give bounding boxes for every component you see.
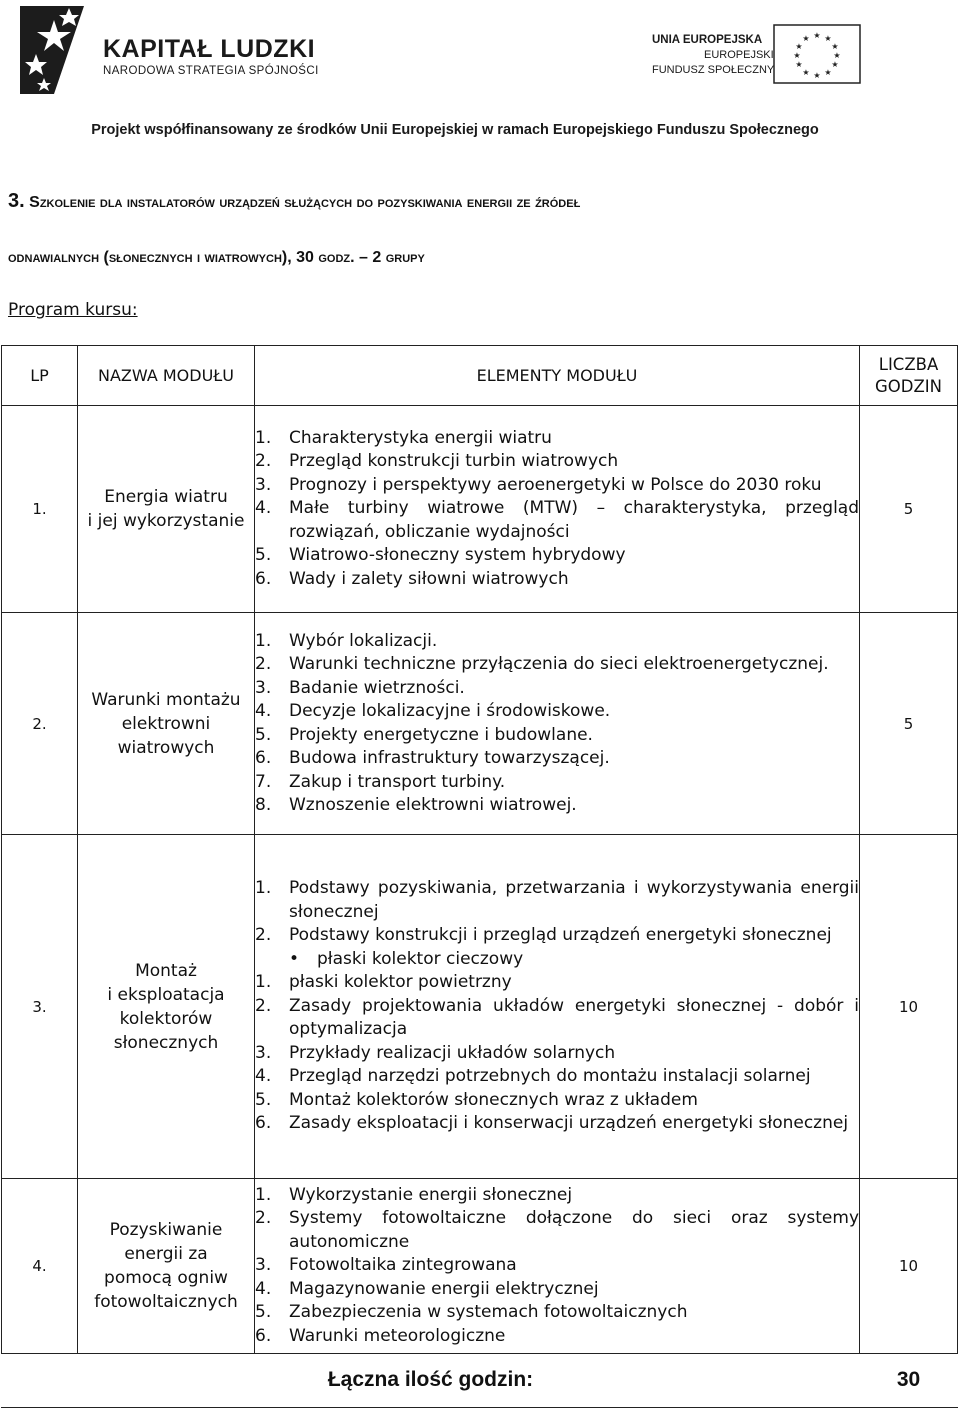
list-item (255, 653, 859, 677)
svg-text:★: ★ (833, 51, 841, 60)
list-item (255, 1325, 859, 1349)
table-row (2, 406, 958, 613)
list-item (255, 427, 859, 451)
header-lp: LP (2, 346, 78, 406)
item-text: Budowa infrastruktury towarzyszącej. (289, 748, 610, 768)
row-elements (255, 835, 860, 1179)
row-lp: 3. (2, 835, 78, 1179)
svg-text:★: ★ (831, 42, 839, 51)
item-number: 2. (255, 654, 272, 674)
list-item (255, 924, 859, 948)
row-name (78, 613, 255, 835)
total-row (2, 1354, 958, 1407)
row-hours: 5 (860, 406, 958, 613)
header-hours-line2: GODZIN (875, 376, 942, 396)
list-item (255, 630, 859, 654)
bullet-icon: • (289, 948, 300, 969)
svg-text:★: ★ (802, 34, 810, 43)
element-list (255, 427, 859, 592)
row-lp: 2. (2, 613, 78, 835)
table-row (2, 835, 958, 1179)
list-item (255, 724, 859, 748)
item-number: 2. (255, 995, 272, 1016)
item-number: 1. (255, 1184, 272, 1205)
row-name-line: Pozyskiwanie (109, 1220, 223, 1240)
item-number: 3. (255, 1042, 272, 1063)
list-item (255, 544, 859, 568)
list-item (255, 1254, 859, 1278)
item-number: 5. (255, 1302, 272, 1323)
svg-text:★: ★ (795, 42, 803, 51)
item-text: Warunki techniczne przyłączenia do sieci elektroenergetycznej. (289, 654, 829, 674)
item-number: 6. (255, 1325, 272, 1346)
list-item (255, 568, 859, 592)
list-item (255, 1042, 859, 1066)
cofinancing-note: Projekt współfinansowany ze środków Unii Europejskiej w ramach Europejskiego Funduszu Społecznego (91, 122, 819, 138)
course-title-text1: Szkolenie dla instalatorów urządzeń służących do pozyskiwania energii ze źródeł (29, 194, 581, 211)
svg-text:★: ★ (802, 68, 810, 77)
row-lp: 1. (2, 406, 78, 613)
row-name-line: Warunki montażu (91, 689, 241, 710)
item-number: 3. (255, 677, 272, 698)
row-name-line: wiatrowych (117, 737, 215, 758)
row-name (78, 1179, 255, 1354)
item-text: Wybór lokalizacji. (289, 630, 438, 651)
element-list (255, 630, 859, 818)
list-item (255, 995, 859, 1042)
course-title-line1 (8, 174, 948, 230)
header-hours-line1: LICZBA (878, 354, 939, 374)
item-text: Zasady projektowania układów energetyki słonecznej - dobór i optymalizacja (289, 995, 859, 1040)
svg-text:★: ★ (813, 31, 821, 40)
svg-text:★: ★ (824, 34, 832, 43)
list-item (255, 747, 859, 771)
item-text: Systemy fotowoltaiczne dołączone do sieci oraz systemy autonomiczne (289, 1208, 859, 1252)
row-name (78, 406, 255, 613)
list-item (255, 474, 859, 498)
item-number: 3. (255, 1255, 272, 1276)
table-row (2, 613, 958, 835)
list-item (255, 1065, 859, 1089)
item-text: Wznoszenie elektrowni wiatrowej. (289, 795, 577, 815)
element-list (255, 1184, 859, 1349)
row-name-line: Energia wiatru (104, 487, 228, 507)
item-number: 4. (255, 1066, 272, 1087)
list-item (255, 1278, 859, 1302)
item-number: 1. (255, 427, 272, 448)
eu-label (652, 33, 774, 78)
list-item (255, 1089, 859, 1113)
row-name-line: kolektorów (119, 1008, 213, 1029)
list-item (255, 1112, 859, 1136)
row-elements (255, 1179, 860, 1354)
item-number: 8. (255, 795, 272, 815)
list-item (255, 771, 859, 795)
item-text: Przegląd narzędzi potrzebnych do montażu instalacji solarnej (289, 1066, 811, 1087)
row-name-line: energii za (124, 1244, 208, 1264)
svg-text:★: ★ (831, 60, 839, 69)
svg-text:★: ★ (813, 71, 821, 80)
kl-subtitle: NARODOWA STRATEGIA SPÓJNOŚCI (103, 65, 319, 77)
item-text: płaski kolektor powietrzny (289, 972, 512, 993)
list-item (255, 1301, 859, 1325)
svg-text:★: ★ (824, 68, 832, 77)
item-text: Warunki meteorologiczne (289, 1325, 506, 1346)
item-number: 1. (255, 972, 272, 993)
kapital-ludzki-wordmark (103, 36, 319, 77)
course-number: 3. (8, 190, 25, 212)
item-text: Magazynowanie energii elektrycznej (289, 1278, 599, 1299)
item-number: 1. (255, 878, 272, 899)
item-number: 5. (255, 1089, 272, 1110)
item-text: Fotowoltaika zintegrowana (289, 1255, 517, 1276)
course-title (8, 174, 948, 285)
row-name-line: i jej wykorzystanie (87, 511, 245, 531)
header-elements: ELEMENTY MODUŁU (255, 346, 860, 406)
item-number: 4. (255, 1278, 272, 1299)
row-hours: 5 (860, 613, 958, 835)
list-item (255, 1207, 859, 1254)
item-text: Prognozy i perspektywy aeroenergetyki w Polsce do 2030 roku (289, 474, 822, 495)
item-text: Przykłady realizacji układów solarnych (289, 1042, 616, 1063)
row-name-line: fotowoltaicznych (94, 1292, 238, 1312)
list-item (255, 497, 859, 544)
item-text: Podstawy konstrukcji i przegląd urządzeń energetyki słonecznej (289, 925, 832, 946)
row-name-line: Montaż (135, 960, 197, 981)
program-label: Program kursu: (8, 300, 138, 320)
kapital-ludzki-logo (14, 2, 90, 94)
item-number: 5. (255, 724, 272, 745)
list-item (255, 450, 859, 474)
course-title-line2: odnawialnych (słonecznych i wiatrowych), 30 godz. – 2 grupy (8, 249, 425, 266)
item-text: Charakterystyka energii wiatru (289, 427, 552, 448)
row-name-line: słonecznych (113, 1032, 219, 1053)
item-text: Zasady eksploatacji i konserwacji urządzeń energetyki słonecznej (289, 1113, 849, 1134)
item-text: Zabezpieczenia w systemach fotowoltaicznych (289, 1302, 688, 1323)
list-item (255, 948, 859, 972)
item-number: 4. (255, 498, 272, 519)
item-number: 6. (255, 568, 272, 589)
item-number: 6. (255, 748, 272, 768)
list-item (255, 971, 859, 995)
list-item (255, 794, 859, 818)
item-text: Podstawy pozyskiwania, przetwarzania i wykorzystywania energii słonecznej (289, 878, 859, 922)
row-elements (255, 613, 860, 835)
item-text: Wiatrowo-słoneczny system hybrydowy (289, 545, 626, 566)
item-text: Wykorzystanie energii słonecznej (289, 1184, 573, 1205)
item-text: Decyzje lokalizacyjne i środowiskowe. (289, 701, 611, 721)
item-text: Przegląd konstrukcji turbin wiatrowych (289, 451, 619, 472)
item-number: 1. (255, 630, 272, 651)
row-name-line: elektrowni (121, 713, 211, 734)
item-number: 4. (255, 701, 272, 721)
item-number: 6. (255, 1113, 272, 1134)
item-number: 7. (255, 771, 272, 792)
item-number: 3. (255, 474, 272, 495)
eu-line3: FUNDUSZ SPOŁECZNY (652, 64, 775, 76)
header-hours (860, 346, 958, 406)
element-list (255, 877, 859, 1136)
item-number: 5. (255, 545, 272, 566)
row-hours: 10 (860, 1179, 958, 1354)
item-text: Badanie wietrzności. (289, 677, 465, 698)
eu-flag-icon (773, 24, 861, 84)
item-text: Montaż kolektorów słonecznych wraz z układem (289, 1089, 698, 1110)
row-name-line: i eksploatacja (107, 984, 225, 1005)
kl-title: KAPITAŁ LUDZKI (103, 35, 316, 63)
row-hours: 10 (860, 835, 958, 1179)
eu-line2: EUROPEJSKI (704, 49, 774, 61)
item-text: płaski kolektor cieczowy (317, 948, 524, 969)
table-bottom-border (1, 1407, 958, 1408)
total-label: Łączna ilość godzin: (327, 1368, 534, 1391)
item-number: 2. (255, 925, 272, 946)
row-lp: 4. (2, 1179, 78, 1354)
list-item (255, 677, 859, 701)
item-number: 2. (255, 451, 272, 472)
list-item (255, 700, 859, 724)
svg-text:★: ★ (795, 60, 803, 69)
item-text: Wady i zalety siłowni wiatrowych (289, 568, 569, 589)
item-text: Małe turbiny wiatrowe (MTW) – charakterystyka, przegląd rozwiązań, obliczanie wydajności (289, 498, 859, 542)
item-text: Projekty energetyczne i budowlane. (289, 724, 593, 745)
header-name: NAZWA MODUŁU (78, 346, 255, 406)
bullet-indent (255, 948, 289, 972)
eu-line1: UNIA EUROPEJSKA (652, 34, 763, 46)
row-name-line: pomocą ogniw (104, 1268, 228, 1288)
list-item (255, 877, 859, 924)
item-text: Zakup i transport turbiny. (289, 771, 506, 792)
item-number: 2. (255, 1208, 272, 1229)
table-row (2, 1179, 958, 1354)
row-name (78, 835, 255, 1179)
row-elements (255, 406, 860, 613)
table-header-row (2, 346, 958, 406)
list-item (255, 1184, 859, 1208)
program-table (1, 345, 958, 1406)
total-value: 30 (896, 1368, 921, 1391)
svg-text:★: ★ (793, 51, 801, 60)
